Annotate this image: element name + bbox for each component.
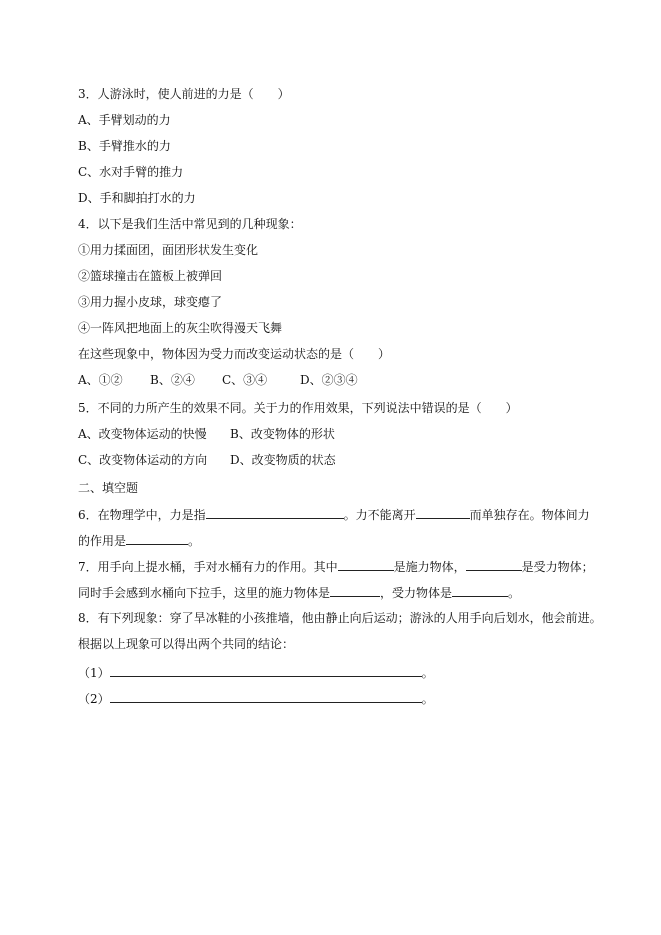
q8-end-1: 。 <box>421 666 434 680</box>
q3-stem: 3．人游泳时，使人前进的力是（ ） <box>78 87 290 101</box>
q7-line-1 <box>78 558 594 575</box>
section-heading: 二、填空题 <box>78 481 139 495</box>
q5-option-c: C、改变物体运动的方向 <box>78 453 208 467</box>
q7-text-1: 7．用手向上提水桶，手对水桶有力的作用。其中 <box>78 560 338 574</box>
q7-text-5: ，受力物体是 <box>380 586 453 600</box>
q5-row-1 <box>78 426 335 442</box>
q7-text-3: 是受力物体； <box>521 560 594 574</box>
q6-blank-3[interactable] <box>126 532 188 545</box>
q3-option-a: A、手臂划动的力 <box>78 113 171 127</box>
q4-option-d: D、②③④ <box>300 373 358 387</box>
q8-ask: 根据以上现象可以得出两个共同的结论： <box>78 637 295 651</box>
q6-text-2: 。力不能离开 <box>343 508 416 522</box>
q6-text-4: 的作用是 <box>78 534 127 548</box>
q6-text-1: 6．在物理学中，力是指 <box>78 508 206 522</box>
q8-blank-2[interactable] <box>110 690 422 703</box>
q4-option-a: A、①② <box>78 373 123 387</box>
q8-stem: 8．有下列现象：穿了旱冰鞋的小孩推墙，他由静止向后运动；游泳的人用手向后划水，他会前进。 <box>78 611 602 625</box>
q7-blank-4[interactable] <box>452 584 508 597</box>
q7-blank-3[interactable] <box>330 584 380 597</box>
q4-item-1: ①用力揉面团，面团形状发生变化 <box>78 243 259 257</box>
q7-line-2 <box>78 584 520 601</box>
q5-option-b: B、改变物体的形状 <box>230 427 335 441</box>
q7-blank-2[interactable] <box>466 558 522 571</box>
q4-item-4: ④一阵风把地面上的灰尘吹得漫天飞舞 <box>78 321 283 335</box>
q4-item-3: ③用力握小皮球，球变瘪了 <box>78 295 223 309</box>
q7-text-6: 。 <box>508 586 521 600</box>
q5-row-2 <box>78 452 336 468</box>
q6-line-2 <box>78 532 200 549</box>
q8-label-1: （1） <box>78 666 110 680</box>
q4-stem: 4．以下是我们生活中常见到的几种现象： <box>78 217 302 231</box>
q7-text-4: 同时手会感到水桶向下拉手，这里的施力物体是 <box>78 586 331 600</box>
q7-text-2: 是施力物体， <box>393 560 466 574</box>
q8-label-2: （2） <box>78 692 110 706</box>
q3-option-b: B、手臂推水的力 <box>78 139 171 153</box>
q4-options <box>78 372 358 388</box>
q6-line-1 <box>78 506 590 523</box>
q5-option-a: A、改变物体运动的快慢 <box>78 427 207 441</box>
q8-conclusion-2 <box>78 690 434 707</box>
q5-option-d: D、改变物质的状态 <box>230 453 336 467</box>
q3-option-c: C、水对手臂的推力 <box>78 165 184 179</box>
q8-end-2: 。 <box>421 692 434 706</box>
q3-option-d: D、手和脚拍打水的力 <box>78 191 196 205</box>
q4-option-b: B、②④ <box>150 373 195 387</box>
q4-option-c: C、③④ <box>222 373 268 387</box>
q4-ask: 在这些现象中，物体因为受力而改变运动状态的是（ ） <box>78 347 391 361</box>
q8-blank-1[interactable] <box>110 664 422 677</box>
q7-blank-1[interactable] <box>338 558 394 571</box>
q5-stem: 5．不同的力所产生的效果不同。关于力的作用效果，下列说法中错误的是（ ） <box>78 401 518 415</box>
q6-text-3: 而单独存在。物体间力 <box>469 508 590 522</box>
q6-text-5: 。 <box>188 534 201 548</box>
q6-blank-2[interactable] <box>416 506 470 519</box>
q6-blank-1[interactable] <box>206 506 344 519</box>
q4-item-2: ②篮球撞击在篮板上被弹回 <box>78 269 223 283</box>
q8-conclusion-1 <box>78 664 434 681</box>
